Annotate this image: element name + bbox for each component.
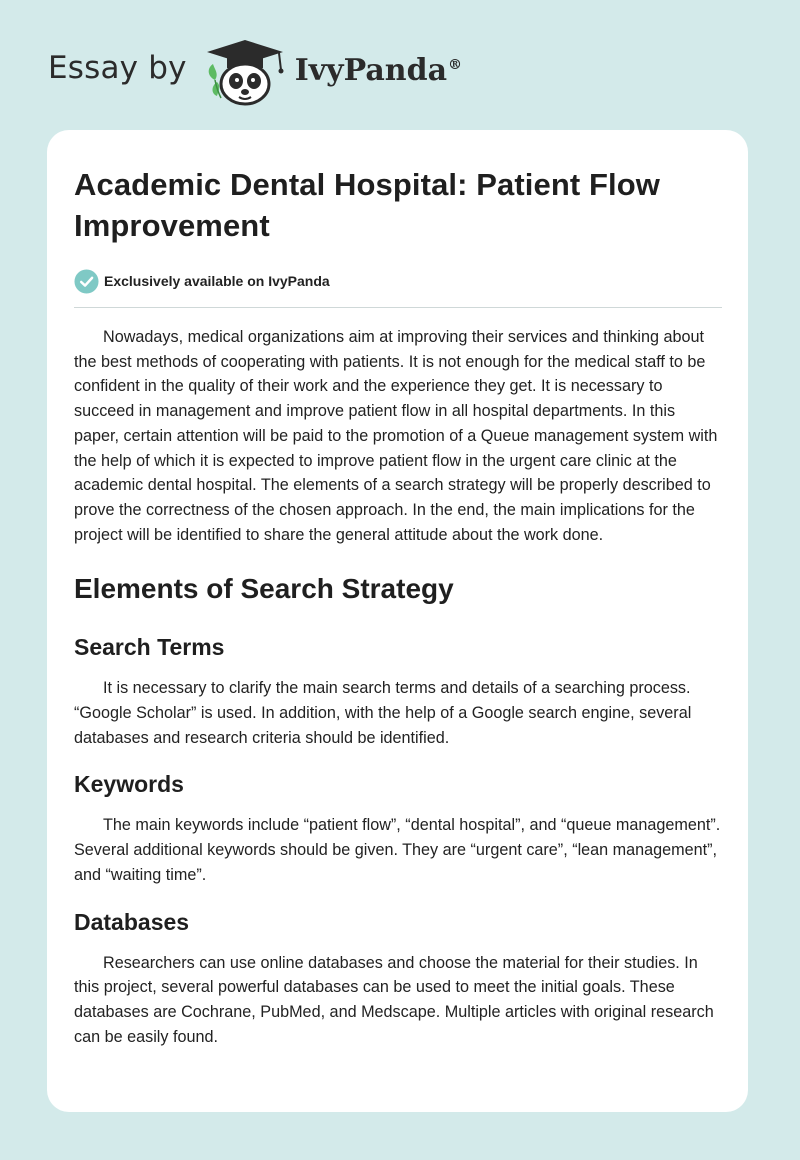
section-heading: Elements of Search Strategy [74,573,454,605]
article-card [47,130,748,1112]
subsection-heading-databases: Databases [74,908,190,935]
article-title: Academic Dental Hospital: Patient Flow Improvement [74,167,661,243]
essay-by-label: Essay by [48,50,187,86]
site-header [48,36,568,108]
exclusive-badge-text: Exclusively available on IvyPanda [104,273,330,289]
subsection-heading-search-terms: Search Terms [74,634,225,661]
check-circle-icon [74,269,99,294]
databases-paragraph: Researchers can use online databases and choose the material for their studies. In this project, several powerful databases can be used to meet the initial goals. These databases are Cochrane, PubMed, and Medscape. Multiple articles with original research can be easily found. [74,953,714,1046]
registered-mark: ® [448,56,463,73]
panda-graduate-logo-icon[interactable] [201,36,289,108]
brand-name[interactable]: IvyPanda® [294,52,463,88]
subsection-heading-keywords: Keywords [74,771,184,798]
intro-paragraph: Nowadays, medical organizations aim at improving their services and thinking about the best methods of cooperating with patients. It is not enough for the medical staff to be confident in the quality of their work and the experience they get. It is necessary to succeed in management and improve patient flow in all hospital departments. In this paper, certain attention will be paid to the promotion of a Queue management system with the help of which it is expected to improve patient flow in the urgent care clinic at the academic dental hospital. The elements of a search strategy will be properly described to prove the correctness of the chosen approach. In the end, the main implications for the project will be identified to share the general attitude about the work done. [74,328,718,544]
exclusive-badge [74,268,722,294]
search-terms-paragraph: It is necessary to clarify the main search terms and details of a searching process. “Google Scholar” is used. In addition, with the help of a Google search engine, several databases and research criteria should be identified. [74,679,692,747]
divider [74,307,722,308]
keywords-paragraph: The main keywords include “patient flow”, “dental hospital”, and “queue management”. Several additional keywords should be given. They are “urgent care”, “lean management”, and “waiting time”. [74,816,721,884]
